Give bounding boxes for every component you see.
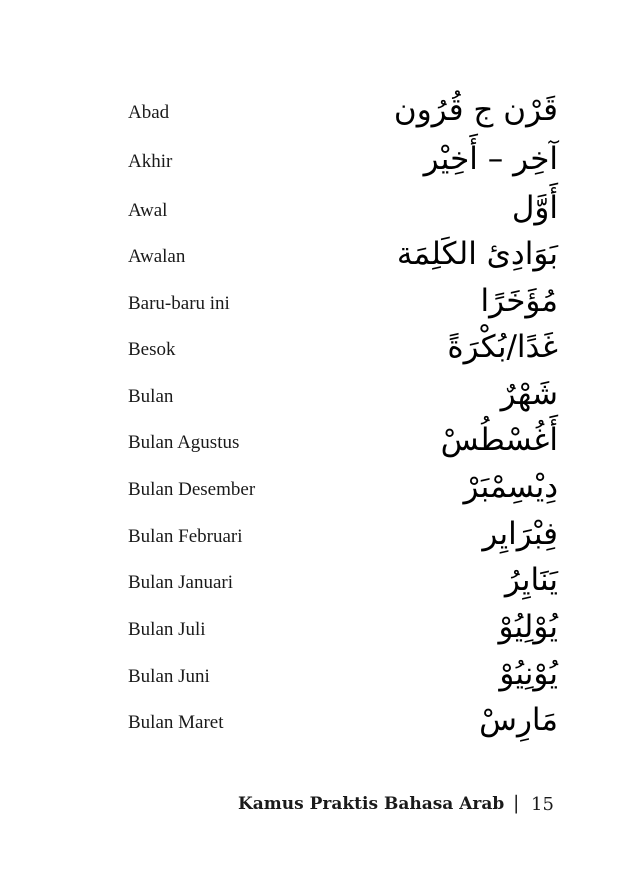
arabic-word: مُؤَخَرًا	[480, 283, 558, 319]
indonesian-word: Bulan Maret	[128, 712, 224, 733]
indonesian-word: Bulan	[128, 386, 174, 407]
arabic-word: يُوْلِيُوْ	[498, 609, 558, 645]
entry-row	[128, 372, 558, 418]
book-title: Kamus Praktis Bahasa Arab	[238, 794, 505, 814]
arabic-word: أَوَّل	[511, 190, 558, 226]
arabic-word: آخِر – أَخِيْر	[423, 141, 558, 177]
entry-row	[128, 137, 558, 183]
indonesian-word: Bulan Februari	[128, 526, 243, 547]
entry-row	[128, 279, 558, 325]
arabic-word: يُوْنِيُوْ	[499, 656, 558, 692]
entry-row	[128, 418, 558, 464]
entry-row	[128, 88, 558, 134]
indonesian-word: Awalan	[128, 246, 186, 267]
page-number: 15	[531, 794, 554, 815]
indonesian-word: Akhir	[128, 151, 173, 172]
indonesian-word: Bulan Juli	[128, 619, 206, 640]
arabic-word: غَدًا/بُكْرَةً	[447, 329, 558, 365]
arabic-word: فِبْرَايِر	[482, 516, 558, 552]
entry-row	[128, 465, 558, 511]
entry-row	[128, 605, 558, 651]
entry-row	[128, 186, 558, 232]
indonesian-word: Bulan Agustus	[128, 432, 240, 453]
indonesian-word: Bulan Januari	[128, 572, 234, 593]
page-footer	[238, 790, 568, 820]
arabic-word: بَوَادِئ الكَلِمَة	[396, 236, 558, 272]
indonesian-word: Baru-baru ini	[128, 293, 230, 314]
arabic-word: دِيْسِمْبَرْ	[463, 469, 558, 505]
entry-row	[128, 325, 558, 371]
entry-row	[128, 698, 558, 744]
indonesian-word: Bulan Desember	[128, 479, 256, 500]
entry-row	[128, 652, 558, 698]
indonesian-word: Awal	[128, 200, 168, 221]
entry-row	[128, 558, 558, 604]
indonesian-word: Bulan Juni	[128, 666, 210, 687]
indonesian-word: Besok	[128, 339, 176, 360]
entry-row	[128, 512, 558, 558]
arabic-word: شَهْرٌ	[500, 376, 558, 412]
arabic-word: مَارِسْ	[479, 702, 558, 738]
indonesian-word: Abad	[128, 102, 170, 123]
arabic-word: قَرْن ج قُرُون	[393, 92, 558, 128]
footer-separator: |	[513, 792, 520, 814]
arabic-word: أَغُسْطُسْ	[440, 422, 558, 458]
entry-row	[128, 232, 558, 278]
arabic-word: يَنَايِرُ	[504, 562, 558, 598]
